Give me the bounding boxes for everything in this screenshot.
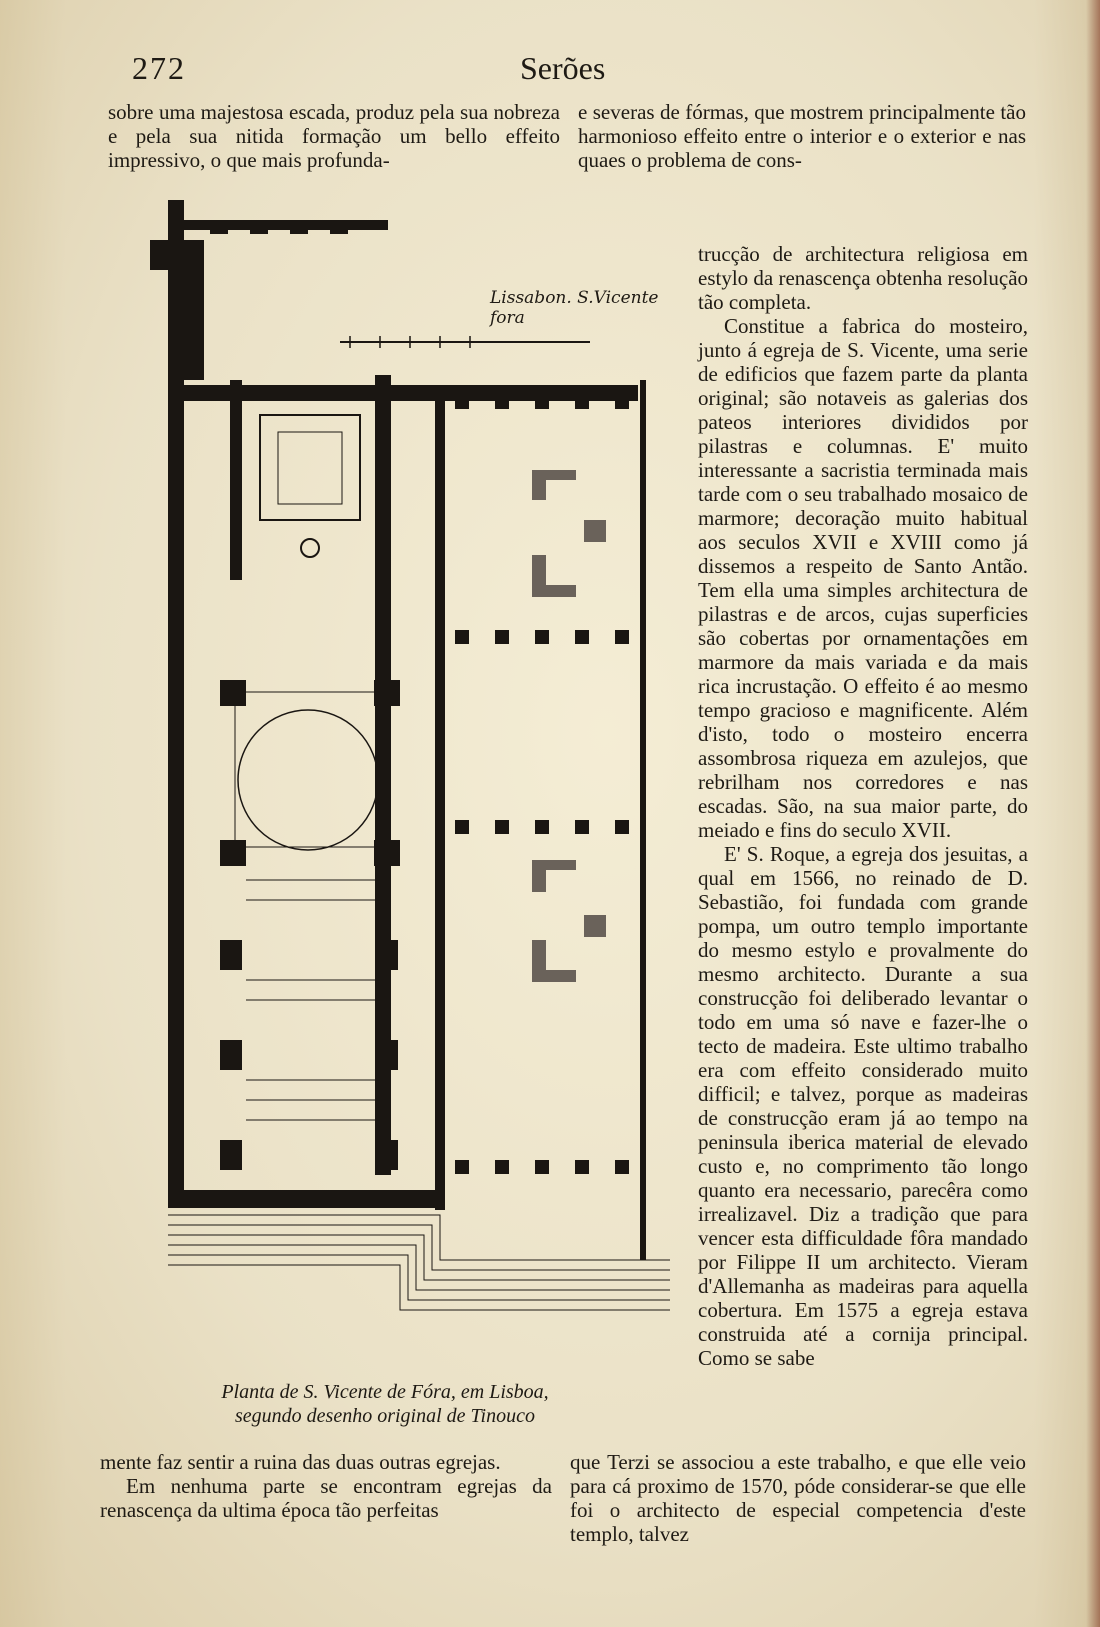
right-column-text [698, 242, 1028, 1370]
left-column-bottom-text [100, 1450, 552, 1522]
paragraph: mente faz sentir a ruina das duas outras egrejas. [100, 1450, 501, 1474]
paragraph: Em nenhuma parte se encontram egrejas da renascença da ultima época tão perfeitas [100, 1474, 552, 1522]
left-column-top-text [108, 100, 560, 172]
floor-plan-drawing [150, 180, 670, 1380]
running-title: Serões [520, 50, 606, 86]
paragraph: E' S. Roque, a egreja dos jesuitas, a qual em 1566, no reinado de D. Sebastião, foi fundada com grande pompa, um outro templo importante do mesmo estylo e provalmente do mesmo architecto. Durante a sua construcção foi deliberado levantar o todo em uma só nave e fazer-lhe o tecto de madeira. Este ultimo trabalho era com effeito considerado muito difficil; e talvez, porque as madeiras de construcção eram já ao tempo na peninsula iberica material de elevado custo e, no comprimento tão longo quanto era necessario, parecêra como irrealizavel. Diz a tradição que para vencer esta difficuldade fôra mandado por Filippe II um architecto. Vieram d'Allemanha as madeiras para aquella cobertura. Em 1575 a egreja estava construida até a cornija principal. Como se sabe [698, 842, 1028, 1370]
paragraph: Constitue a fabrica do mosteiro, junto á egreja de S. Vicente, uma serie de edificios que fazem parte da planta original; são notaveis as galerias dos pateos interiores divididos por pilastras e columnas. E' muito interessante a sacristia terminada mais tarde com o seu trabalhado mosaico de marmore; decoração muito habitual aos seculos XVII e XVIII como já dissemos a respeito de Santo Antão. Tem ella uma simples architectura de pilastras e de arcos, cujas superficies são cobertas por ornamentações em marmore da mais variada e da mais rica incrustação. O effeito é ao mesmo tempo gracioso e magnificente. Além d'isto, todo o mosteiro encerra assombrosa riqueza em azulejos, que rebrilham nos corredores e nas escadas. São, na sua maior parte, do meiado e fins do seculo XVII. [698, 314, 1028, 842]
page-number: 272 [132, 50, 186, 86]
paragraph: sobre uma majestosa escada, produz pela sua nobreza e pela sua nitida formação um bello effeito impressivo, o que mais profunda- [108, 100, 560, 172]
caption-line: Planta de S. Vicente de Fóra, em Lisboa, [221, 1381, 549, 1403]
right-column-bottom-text [570, 1450, 1026, 1546]
paragraph: trucção de architectura religiosa em estylo da renascença obtenha resolução tão completa. [698, 242, 1029, 314]
figure-caption [150, 1380, 620, 1428]
paragraph: que Terzi se associou a este trabalho, e que elle veio para cá proximo de 1570, póde considerar-se que elle foi o architecto de especial competencia d'este templo, talvez [570, 1450, 1026, 1546]
right-column-top-text [578, 100, 1026, 172]
page-edge [1086, 0, 1100, 1627]
plan-inscription: Lissabon. S.Vicente fora [490, 288, 659, 328]
floor-plan-figure [150, 180, 670, 1380]
caption-line: segundo desenho original de Tinouco [235, 1405, 535, 1427]
paragraph: e severas de fórmas, que mostrem principalmente tão harmonioso effeito entre o interior e o exterior e nas quaes o problema de cons- [578, 100, 1026, 172]
